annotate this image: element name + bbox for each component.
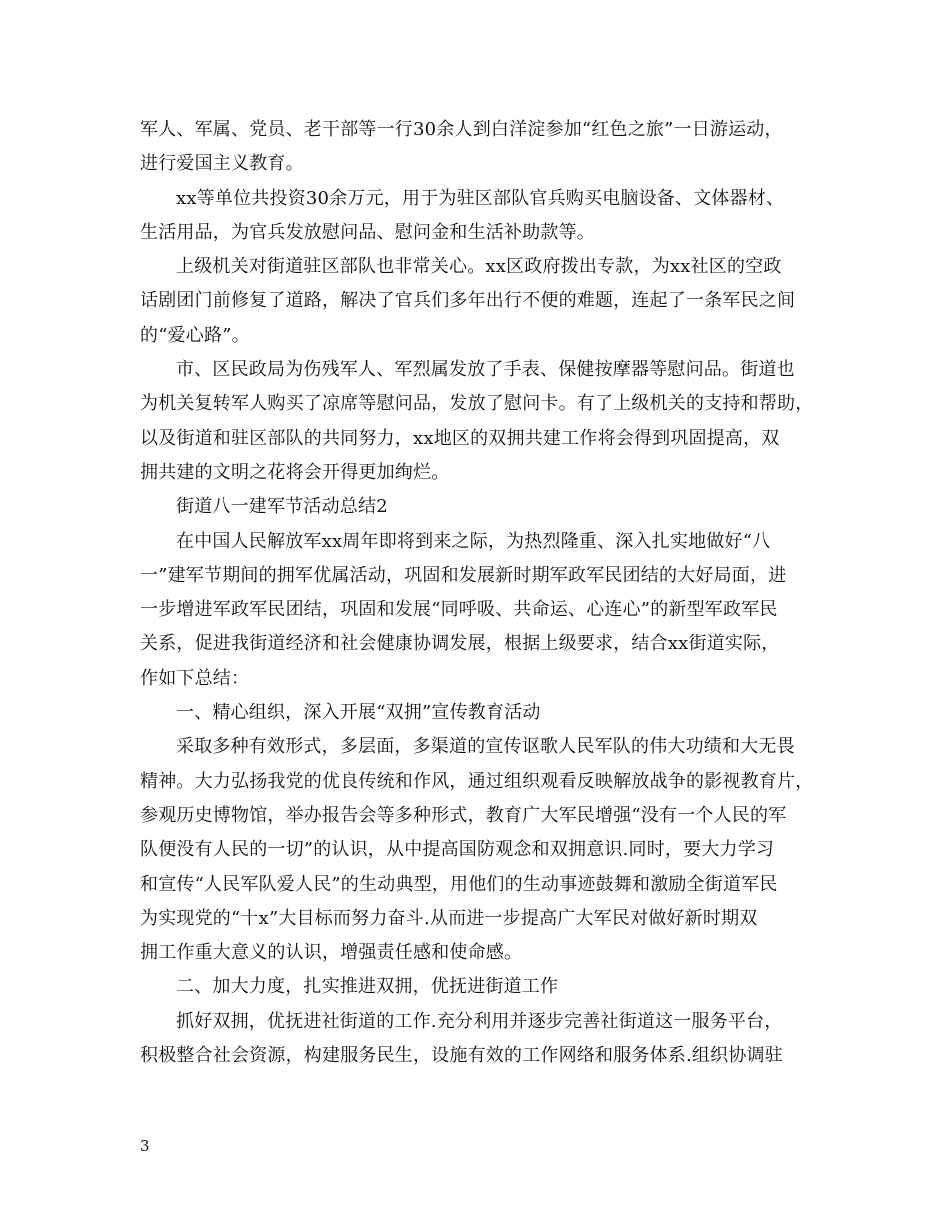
text-line: 为实现党的“十x”大目标而努力奋斗.从而进一步提高广大军民对做好新时期双 (140, 907, 758, 929)
text-line: 一步增进军政军民团结，巩固和发展“同呼吸、共命运、心连心”的新型军政军民 (140, 599, 778, 621)
text-line: 和宣传“人民军队爱人民”的生动典型，用他们的生动事迹鼓舞和激励全街道军民 (140, 873, 778, 895)
text-line: 抓好双拥，优抚进社街道的工作.充分利用并逐步完善社街道这一服务平台， (176, 1010, 783, 1032)
text-line: 拥工作重大意义的认识，增强责任感和使命感。 (140, 942, 523, 964)
page-number: 3 (140, 1137, 150, 1155)
text-line: 一”建军节期间的拥军优属活动，巩固和发展新时期军政军民团结的大好局面，进 (140, 564, 787, 586)
text-line: 话剧团门前修复了道路，解决了官兵们多年出行不便的难题，连起了一条军民之间 (140, 290, 796, 312)
text-line: 拥共建的文明之花将会开得更加绚烂。 (140, 461, 450, 483)
text-line: 上级机关对街道驻区部队也非常关心。xx区政府拨出专款，为xx社区的空政 (176, 256, 782, 278)
text-line: 精神。大力弘扬我党的优良传统和作风，通过组织观看反映解放战争的影视教育片， (140, 770, 814, 792)
text-line: 以及街道和驻区部队的共同努力，xx地区的双拥共建工作将会得到巩固提高，双 (140, 427, 780, 449)
text-line: 采取多种有效形式，多层面，多渠道的宣传讴歌人民军队的伟大功绩和大无畏 (176, 736, 795, 758)
document-body (140, 113, 820, 1073)
text-line: 参观历史博物馆，举办报告会等多种形式，教育广大军民增强“没有一个人民的军 (140, 804, 787, 826)
text-line: 进行爱国主义教育。 (140, 153, 304, 175)
text-line: 军人、军属、党员、老干部等一行30余人到白洋淀参加“红色之旅”一日游运动， (140, 119, 783, 140)
text-line: 为机关复转军人购买了凉席等慰问品，发放了慰问卡。有了上级机关的支持和帮助， (140, 393, 814, 415)
text-line: 关系，促进我街道经济和社会健康协调发展，根据上级要求，结合xx街道实际， (140, 633, 780, 655)
text-line: 队便没有人民的一切”的认识，从中提高国防观念和双拥意识.同时，要大力学习 (140, 839, 775, 861)
text-line: xx等单位共投资30余万元，用于为驻区部队官兵购买电脑设备、文体器材、 (176, 187, 785, 209)
subsection-heading: 一、精心组织，深入开展“双拥”宣传教育活动 (176, 702, 541, 724)
section-heading: 街道八一建军节活动总结2 (176, 496, 388, 518)
subsection-heading: 二、加大力度，扎实推进双拥，优抚进街道工作 (176, 976, 559, 998)
text-line: 作如下总结： (140, 667, 250, 689)
text-line: 市、区民政局为伤残军人、军烈属发放了手表、保健按摩器等慰问品。街道也 (176, 359, 795, 381)
text-line: 积极整合社会资源，构建服务民生，设施有效的工作网络和服务体系.组织协调驻 (140, 1045, 783, 1067)
text-line: 的“爱心路”。 (140, 324, 250, 346)
text-line: 在中国人民解放军xx周年即将到来之际，为热烈隆重、深入扎实地做好“八 (176, 530, 771, 552)
text-line: 生活用品，为官兵发放慰问品、慰问金和生活补助款等。 (140, 221, 595, 243)
